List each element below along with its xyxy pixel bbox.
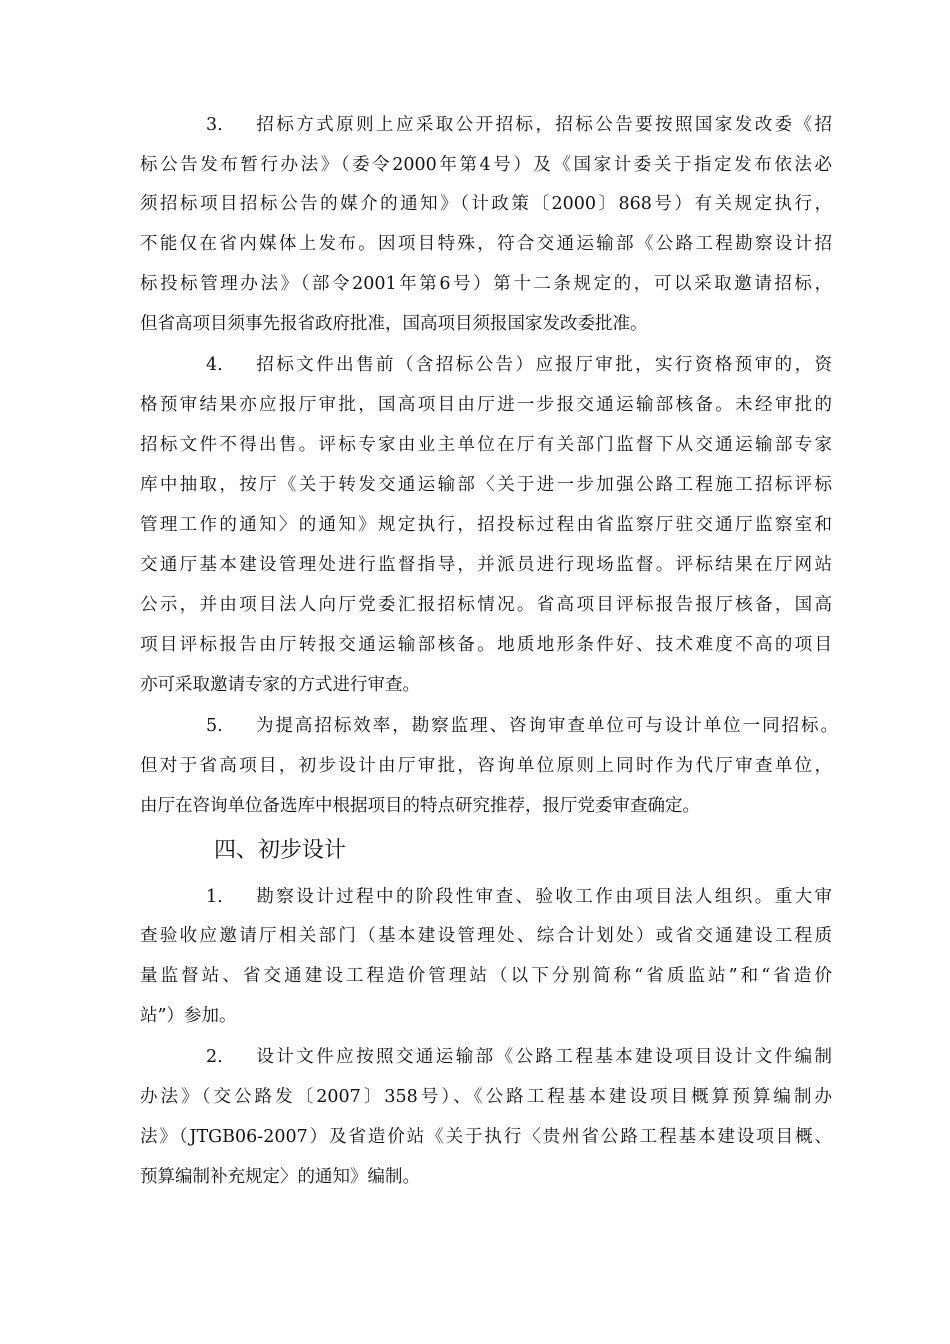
item-number: 2. <box>206 1047 223 1067</box>
paragraph-line: 3. 招标方式原则上应采取公开招标，招标公告要按照国家发改委《招 <box>206 105 832 145</box>
paragraph-line: 法》（JTGB06-2007）及省造价站《关于执行〈贵州省公路工程基本建设项目概、 <box>140 1127 832 1147</box>
paragraph-line: 量监督站、省交通建设工程造价管理站（以下分别简称“省质监站”和“省造价 <box>140 966 832 986</box>
paragraph-line: 格预审结果亦应报厅审批，国高项目由厅进一步报交通运输部核备。未经审批的 <box>140 395 832 415</box>
item-number: 3. <box>206 115 223 135</box>
paragraph-line: 管理工作的通知〉的通知》规定执行，招投标过程由省监察厅驻交通厅监察室和 <box>140 515 832 535</box>
section-heading: 四、初步设计 <box>214 838 347 863</box>
paragraph-line: 查验收应邀请厅相关部门（基本建设管理处、综合计划处）或省交通建设工程质 <box>140 926 832 946</box>
paragraph-line: 招标文件不得出售。评标专家由业主单位在厅有关部门监督下从交通运输部专家 <box>140 435 832 455</box>
paragraph-line: 办法》（交公路发〔2007〕358号）、《公路工程基本建设项目概算预算编制办 <box>140 1087 832 1107</box>
paragraph-line: 标投标管理办法》（部令2001年第6号）第十二条规定的，可以采取邀请招标， <box>140 274 832 294</box>
paragraph-line: 但对于省高项目，初步设计由厅审批，咨询单位原则上同时作为代厅审查单位， <box>140 756 832 776</box>
paragraph-line: 库中抽取，按厅《关于转发交通运输部〈关于进一步加强公路工程施工招标评标 <box>140 475 832 495</box>
paragraph-line: 预算编制补充规定〉的通知》编制。 <box>140 1167 420 1187</box>
paragraph-line: 由厅在咨询单位备选库中根据项目的特点研究推荐，报厅党委审查确定。 <box>140 796 700 816</box>
paragraph-line: 项目评标报告由厅转报交通运输部核备。地质地形条件好、技术难度不高的项目 <box>140 635 832 655</box>
paragraph-line: 4. 招标文件出售前（含招标公告）应报厅审批，实行资格预审的，资 <box>206 345 832 385</box>
paragraph-line: 1. 勘察设计过程中的阶段性审查、验收工作由项目法人组织。重大审 <box>206 877 832 917</box>
paragraph-line: 标公告发布暂行办法》（委令2000年第4号）及《国家计委关于指定发布依法必 <box>140 155 832 175</box>
paragraph-line: 须招标项目招标公告的媒介的通知》（计政策〔2000〕868号）有关规定执行， <box>140 194 832 214</box>
item-number: 4. <box>206 355 223 375</box>
paragraph-line: 交通厅基本建设管理处进行监督指导，并派员进行现场监督。评标结果在厅网站 <box>140 555 832 575</box>
paragraph-line: 公示，并由项目法人向厅党委汇报招标情况。省高项目评标报告报厅核备，国高 <box>140 595 832 615</box>
paragraph-line: 站”）参加。 <box>140 1006 237 1026</box>
paragraph-line: 但省高项目须事先报省政府批准，国高项目须报国家发改委批准。 <box>140 314 648 334</box>
item-number: 1. <box>206 887 223 907</box>
item-number: 5. <box>206 716 223 736</box>
paragraph-line: 5. 为提高招标效率，勘察监理、咨询审查单位可与设计单位一同招标。 <box>206 706 838 746</box>
paragraph-line: 2. 设计文件应按照交通运输部《公路工程基本建设项目设计文件编制 <box>206 1037 832 1077</box>
paragraph-line: 亦可采取邀请专家的方式进行审查。 <box>140 675 420 695</box>
paragraph-line: 不能仅在省内媒体上发布。因项目特殊，符合交通运输部《公路工程勘察设计招 <box>140 234 832 254</box>
